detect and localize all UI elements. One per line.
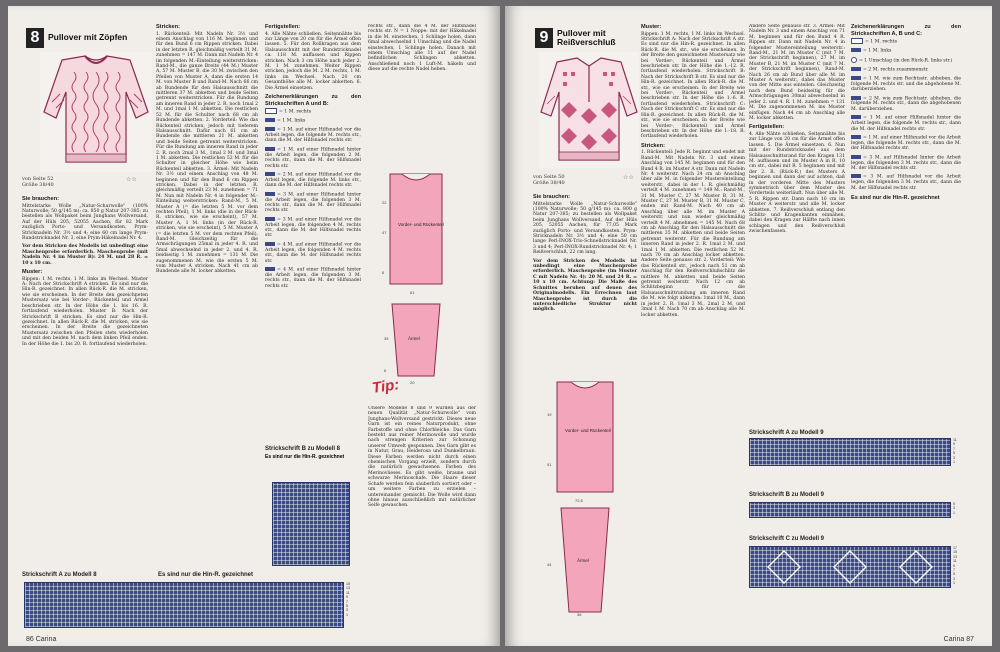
materials-heading: Sie brauchen:: [22, 196, 59, 202]
chart-b-note: Es sind nur die Hin-R. gezeichnet: [265, 454, 345, 460]
legend-item: = 1 M. links: [851, 48, 961, 54]
chart-a-row-numbers: 11 9 7 5 3 1: [953, 438, 957, 465]
chart-a-title: Strickschrift A zu Modell 8: [22, 572, 97, 578]
cable-symbol-icon: [265, 267, 275, 271]
legend-item: = 3 M. auf einer Hilfsnadel vor die Arbeit legen, die folgenden 4 M. rechts str., dann die M. der Hilfsnadel rechts str.: [265, 217, 361, 239]
bobble-text: rechts str., dann die 4 M. der Hilfsnadel rechts str. N = 1 Noppe: mit der Häkelnadel in die M. einstechen, 1 Schlinge holen, dann 6mal abwechselnd 1 Umschlag und die Nadel einstechen, 1 Schlinge holen. Danach mit einem Umschlag alle 11 auf der Nadel befindlichen Schlingen abketten. Anschließend noch 1 Luft-M. häkeln und diese auf die rechte Nadel heben.: [368, 24, 476, 73]
pattern-heading: Muster:: [22, 269, 43, 276]
chart-a-grid: [24, 582, 344, 628]
legend-item: = 1 M. links: [265, 118, 361, 124]
svg-text:61: 61: [410, 290, 415, 295]
cable-symbol-icon: [851, 155, 861, 159]
double-decrease-icon: [851, 96, 861, 100]
knit-heading: Stricken:: [156, 24, 180, 30]
legend-item: = 2 M. wie zum Rechtsstr. abheben, die folgende M. rechts str., dann die abgehobenen M. darüberziehen.: [851, 96, 961, 112]
right-col-3: [749, 24, 845, 424]
chart-a-title: Strickschrift A zu Modell 9: [749, 430, 824, 436]
legend-heading: Zeichenerklärungen zu den Strickschriften A, B und C:: [851, 24, 961, 37]
page-number-right: Carina 87: [943, 636, 974, 643]
chart-a-row-numbers: 15 13 11 9 7 5 3 1: [346, 582, 350, 617]
cable-symbol-icon: [265, 242, 275, 246]
knit-symbol-icon: [851, 38, 863, 44]
right-col-1: [533, 194, 637, 366]
legend-item: = 3 M. auf einer Hilfsnadel hinter die Arbeit legen, die folgenden 3 M. rechts str., dann die M. der Hilfsnadel rechts str.: [265, 192, 361, 214]
right-col-4: [851, 24, 961, 306]
chart-b-title: Strickschrift B zu Modell 8: [265, 446, 341, 452]
materials-text: Mittelstarke Wolle „Natur-Schurwolle" (100% Naturwolle; 50 g/145 m): ca. 850 g Natur 207-385; zu bestellen als Wollpaket beim Junghans Wollversand, Auf der Hüls 205, 52055 Aachen, für 82 Mark zuzüglich Porto- und Versandkosten, Prym-Stricknadeln Nr. 3½ und 4; eine 60 cm lange Prym-Rundstricknadel Nr. 3, eine Prym-Häkelnadel Nr. 4.: [22, 203, 148, 242]
svg-text:47: 47: [382, 230, 387, 235]
k2tog-icon: [851, 67, 861, 71]
page-number-left: 86 Carina: [26, 636, 57, 643]
finish-text: 4. Alle Nähte schließen, Seitennähte bis zur Länge von 20 cm für die Ärmel offen lassen. 5. Für den Rollkragen aus dem Halsausschnitt mit der Rundstricknadel ca. 118 M. auffassen und Rippen stricken. Nach 3 cm Höhe nach jeder 2. M. 1 M. zunehmen. Weiter Rippen stricken, jedoch die M. 2 M. rechts, 1 M. links im Wechsel. Nach 20 cm Gesamthöhe alle M. locker abketten. 6. Die Ärmel einsetzen.: [265, 31, 361, 91]
cable-symbol-icon: [851, 115, 861, 119]
chart-c-motifs: [750, 547, 950, 587]
legend-item: = 2 M. auf einer Hilfsnadel vor die Arbeit legen, die folgende M. links str., dann die M. der Hilfsnadel rechts str.: [265, 172, 361, 189]
finish-heading: Fertigstellen:: [749, 124, 785, 131]
model-title: Pullover mit Reißverschluß: [557, 27, 616, 47]
legend-heading: Zeichenerklärungen zu den Strickschriften A und B:: [265, 94, 361, 107]
right-garment-schematic: [537, 376, 637, 616]
legend-note: Es sind nur die Hin-R. gezeichnet: [851, 195, 940, 202]
pattern-text: Rippen: 1 M. rechts, 1 M. links im Wechsel. Muster A: Nach der Strickschrift A stricken. Es sind nur die Hin-R. gezeichnet. In allen Rück-R. die M. stricken, wie sie erscheinen. In der Breite den gezeichneten Mustersatz wie bei Vorder-, Rückenteil und Ärmel beschrieben str. In der Höhe die 1. bis 16. R. fortlaufend wiederholen. Muster B: Nach der Strickschrift B stricken. Es sind nur die Hin-R. gezeichnet. In allen Rück-R. die M. stricken, wie sie erscheinen. In der Breite die gezeichneten Mustersatz zwischen den Pfeilen stets wiederholen und mit den beiden M. nach dem linken Pfeil enden. In der Höhe die 1. bis 20. R. fortlaufend wiederholen.: [22, 276, 148, 347]
svg-text:22: 22: [382, 200, 387, 205]
legend-item: = 1 M. auf einer Hilfsnadel hinter die Arbeit legen, die folgende M. rechts str., dann die M. der Hilfsnadel rechts str.: [851, 115, 961, 132]
sample-text: Vor dem Stricken des Modells ist unbedingt eine Maschenprobe erforderlich. Maschenprobe (mit Nadeln Nr. 4 im Muster B): 24 M. und 28 R. = 10 x 10 cm.: [22, 244, 148, 266]
model-title: Pullover mit Zöpfen: [48, 32, 128, 43]
sweater-drawing: [40, 52, 152, 172]
cable-symbol-icon: [851, 135, 861, 139]
chart-c-row-numbers: 17 15 13 11 9 7 5 3 1: [953, 546, 957, 586]
legend-item: = 1 M. rechts: [851, 38, 961, 45]
chart-b-grid: [272, 482, 350, 566]
legend-item: = 3 M. auf Hilfsnadel hinter die Arbeit legen, die folgenden 3 M. rechts str., dann die M. der Hilfsnadel rechts str.: [851, 155, 961, 171]
chart-c-title: Strickschrift C zu Modell 9: [749, 536, 825, 542]
cable-symbol-icon: [265, 147, 275, 151]
sample-text: Vor dem Stricken des Modells ist unbedingt eine Maschenprobe erforderlich. Maschenprobe (im Muster C mit Nadeln Nr. 4): 20 M. und 24 R. = 10 x 10 cm. Achtung: Die Maße des Schnittes beruhen auf denen des Originalmodells. Ein Errechnen laut Maschenprobe ist durch die unterschiedliche Struktur nicht möglich.: [533, 258, 637, 313]
model-number: 9: [535, 28, 553, 48]
legend-item: = 1 M. auf einer Hilfsnadel hinter die Arbeit legen, die folgenden 2 M. rechts str., dann die M. der Hilfsnadel rechts str.: [265, 147, 361, 169]
pattern-text: Rippen: 1 M. rechts, 1 M. links im Wechsel. Strickschrift A: Nach der Strickschrift A str. Es sind nur die Hin-R. gezeichnet. In allen Rück-R. die M. str., wie sie erscheinen. In der Breite den gezeichneten Mustersatz wie bei Vorder-, Rückenteil und Ärmel beschrieben str. In der Höhe die 1.-12. R. fortlaufend wiederholen. Strickschrift B: Nach der Strickschrift B str. Es sind nur die Hin-R. gezeichnet. In allen Rück-R. die M. str., wie sie erscheinen. In der Breite wie bei Vorder-, Rückenteil und Ärmel beschrieben str. In der Höhe die 1.-6. R. fortlaufend wiederholen. Strickschrift C: Nach der Strickschrift C str. Es sind nur die Hin-R. gezeichnet. In allen Rück-R. die M. str., wie sie erscheinen. In der Breite wie bei Vorder-, Rückenteil und Ärmel beschrieben str. In der Höhe die 1.-18. R. fortlaufend wiederholen.: [641, 31, 745, 140]
left-col-3: [265, 24, 361, 454]
difficulty-stars: ☆☆: [126, 176, 137, 183]
materials-heading: Sie brauchen:: [533, 194, 570, 200]
left-col-1: [22, 196, 148, 568]
chart-b-title: Strickschrift B zu Modell 9: [749, 492, 825, 498]
schematic-label: Vorder- und Rückenteil: [565, 428, 611, 433]
chart-a-grid: [749, 438, 951, 466]
materials-text: Mittelstarke Wolle „Natur-Schurwolle" (100% Naturwolle; 50 g/145 m): ca. 800 g Natur 207-385; zu bestellen als Wollpaket beim Junghans Wollversand, Auf der Hüls 205, 52055 Aachen, für 77,05 Mark zuzüglich Porto- und Versandkosten. Prym-Stricknadeln Nr. 3½ und 4; eine 50 cm lange Perl-INOX-Trio-Schnellstricknadel Nr. 3 und 4; Perl-INOX-Rundstricknadel Nr. 4; 1 Reißverschluß, 22 cm lang.: [533, 201, 637, 256]
model-caption: von Seite 50 Größe 38/40: [533, 174, 565, 186]
sweater-drawing: [539, 52, 639, 168]
left-col-2: [156, 24, 258, 568]
left-garment-schematic: [372, 164, 468, 386]
knit-heading: Stricken:: [641, 142, 665, 149]
model-number: 8: [26, 28, 44, 48]
sleeve-text: Andere Seite genauso str. 3. Ärmel: Mit Nadeln Nr. 3 und einem Anschlag von 71 M. beginnen und für den Bund 4 R. Rippen str. Dann mit Nadeln Nr. 4 in folgender Mustereinteilung weiterstr.: Rand-M., 21 M. im Muster C (mit 7 M. der Strickschrift beginnen), 27 M. im Muster B, 21 M. im Muster C (mit 7 M. der Strickschrift beginnen), Rand-M. Nach 26 cm ab Bund über alle M. im Muster A weiterstr., dabei das Muster von der Mitte aus einteilen. Gleichzeitig nach dem Bund beidseitig für die Armschrägungen 30mal abwechselnd in jeder 2. und 4. R. 1 M. zunehmen = 131 M. Die zugenommenen M. ins Muster einfügen. Nach 44 cm ab Anschlag alle M. locker abketten.: [749, 24, 845, 121]
svg-text:19: 19: [547, 412, 552, 417]
knit-text: 1. Rückenteil: Jede R. beginnt und endet mit Rand-M. Mit Nadeln Nr. 3 und einem Anschlag von 145 M. beginnen und für den Bund 4 R. im Muster A str. Dann mit Nadeln Nr. 4 weiterstr. Nach 24 cm ab Anschlag über alle M. in folgender Mustereinteilung weiterstr., dabei in der 1. R. gleichmäßig verteilt 4 M. zunehmen = 149 M.: Rand-M., 31 M. Muster C, 27 M. Muster B, 31 M. Muster C, 27 M. Muster B, 31 M. Muster C, enden mit Rand-M. Nach 40 cm ab Anschlag über alle M. im Muster A weiterstr. und nun wieder gleichmäßig verteilt 4 M. abnehmen = 145 M. Nach 68 cm ab Anschlag für den Halsausschnitt die mittleren 35 M. abketten und beide Seiten getrennt weiterstr. Für die Rundung am inneren Rand in jeder 2. R. 1mal 2 M. und 1mal 1 M. abketten. Die restlichen 52 M. nach 70 cm ab Anschlag locker abketten. Andere Seite genauso str. 2. Vorderteil: Wie das Rückenteil str., jedoch nach 51 cm ab Anschlag für den Reißverschlußschlitz die mittlere M. abketten und beide Seiten getrennt weiterstr. Nach 12 cm ab Schlitzbeginn für die Halsausschnittrundung am inneren Rand die M. wie folgt abketten: 1mal 10 M., dann in jeder 2. R. 1mal 3 M., 2mal 2 M. und 3mal 1 M. Nach 70 cm ab Anschlag alle M. locker abketten.: [641, 150, 745, 318]
knit-symbol-icon: [265, 108, 277, 114]
tip-label: Tip:: [370, 376, 401, 397]
legend-item: = 1 M. auf einer Hilfsnadel vor die Arbeit legen, die folgende M. rechts str., dann die M. der Hilfsnadel rechts str.: [265, 127, 361, 144]
schematic-label: Vorder- und Rückenteil: [398, 222, 444, 227]
legend-item: = 1 Umschlag (in den Rück-R. links str.): [851, 57, 961, 64]
right-page: [505, 6, 992, 646]
chart-b-row-numbers: 5 3 1: [953, 502, 955, 515]
chart-b-grid: [749, 502, 951, 518]
purl-symbol-icon: [265, 118, 275, 122]
cable-symbol-icon: [851, 174, 861, 178]
legend-item: = 1 M. wie zum Rechtsstr. abheben, die folgende M. rechts str. und die abgehobene M. darüberziehen.: [851, 76, 961, 93]
svg-text:35: 35: [384, 336, 389, 341]
svg-text:72,5: 72,5: [575, 498, 583, 503]
ssk-icon: [851, 76, 861, 80]
zip-sweater-illustration: [539, 52, 639, 168]
schematic-sleeve-label: Ärmel: [577, 558, 589, 563]
pattern-heading: Muster:: [641, 24, 662, 30]
schematic-sleeve-label: Ärmel: [408, 336, 420, 341]
cable-symbol-icon: [265, 192, 275, 196]
svg-text:36: 36: [577, 612, 582, 616]
svg-text:6: 6: [382, 270, 385, 275]
cable-symbol-icon: [265, 127, 275, 131]
legend-item: = 3 M. auf Hilfsnadel vor die Arbeit legen, die folgenden 3 M. rechts str., dann die M. der Hilfsnadel rechts str.: [851, 174, 961, 191]
finish-heading: Fertigstellen:: [265, 24, 301, 30]
difficulty-stars: ☆☆: [623, 174, 634, 181]
right-col-2: [641, 24, 745, 634]
tip-text: Unsere Modelle 8 und 9 wurden aus der neuen Qualität „Natur-Schurwolle" vom Junghans-Wollversand gestrickt: Dieses neue Garn ist ein reines Naturprodukt, ohne Farbstoffe und ohne Chlorbleiche. Das Garn besteht aus reiner Merinowolle und wurde nach strengen Kriterien zur Schonung unserer Umwelt gesponnen. Des Garn gibt es in Natur, Grau, Heiderosa und Dunkelbraun. Diese Farben werden nicht durch einen chemischen Vorgang erzielt, sondern durch die natürlich gewachsenen Farben des Merinovlieses. Es gibt weiße, braune und schwarze Merinoschafe. Die Haare dieser Schafe werden fein säuberlich sortiert oder – um weitere Farben zu erzielen – untereinander gemischt. Die Wolle wird dann ohne hinaus ausschließlich mit natürlicher Seife gewaschen.: [368, 406, 476, 509]
svg-text:6: 6: [384, 368, 387, 373]
finish-text: 4. Alle Nähte schließen, Seitennähte bis zur Länge von 20 cm für die Ärmel offen lassen. 5. Die Ärmel einsetzen. 6. Nun mit der Rundstricknadel aus dem Halsausschnittsrand für den Kragen 131 M. auffassen und im Muster A in R. 10 cm str., dabei mit R. 5 beginnen und mit der 2. R. (Rück-R.) des Musters A beginnen und dann der auf achten, daß in der vorderen Mitte des Musters symmetrisch über dem Muster des Vorderteils weiterläuft. Nun über alle M. 5 R. Rippen str. Dann nach 10 cm im Muster A weiterstr. und alle M. locker abketten. 7. Reißverschluß entlang den Schlitz- und Kragenkanten einnähen, dabei den Kragen zur Hälfte nach innen schlagen und den Reißverschluß zwischenfassen.: [749, 131, 845, 235]
svg-text:44: 44: [547, 562, 552, 567]
cable-sweater-illustration: [40, 52, 152, 172]
svg-text:51: 51: [547, 462, 552, 467]
yarn-over-icon: [851, 57, 857, 63]
knit-text: 1. Rückenteil: Mit Nadeln Nr. 3½ und einem Anschlag von 116 M. beginnen und für den Bund 6 cm Rippen stricken. Dabei in der letzten R. gleichmäßig verteilt 31 M. zunehmen = 147 M. Dann mit Nadeln Nr. 4 im folgenden M.-Einteilung weiterstricken: Rand-M., die ganze Breite (44 M.) Muster A, 57 M. Muster B, die 30 M. zwischen den Pfeilen von Muster A, dann die ersten 14 M. von Muster B und Rand-M. Nach 66 cm ab Bundende für den Halsausschnitt die mittleren 37 M. abketten und beide Seiten getrennt weiterstricken. Für die Rundung am inneren Rand in jeder 2. R. noch 1mal 2 M. und 1mal 1 M. abketten. Die restlichen 52 M. für die Schulter nach 68 cm ab Bundende abketten. 2. Vorderteil: Wie das Rückenteil stricken, jedoch mit tieferem Halsausschnitt. Dafür nach 61 cm ab Bundende die mittleren 21 M. abketten und beide Seiten getrennt weiterstricken. Für die Rundung am inneren Rand in jeder 2. R. noch 2mal 3 M., 1mal 2 M. und 3mal 1 M. abketten. Die restlichen 52 M. für die Schulter in gleicher Höhe wie beim Rückenteil abketten. 3. Ärmel: Mit Nadeln Nr. 3½ und einem Anschlag von 48 M. beginnen und für den Bund 6 cm Rippen stricken. Dabei in der letzten R. gleichmäßig verteilt 23 M. zunehmen = 71 M. Nun mit Nadeln Nr. 4 in folgender M.-Einteilung weiterstricken: Rand-M., 5 M. Muster A (= die letzten 5 M. vor dem rechten Pfeil), 1 M. links (die in der Rück-R. stricken, wie sie erscheint), 57 M. Muster A, 1 M. links (in der Rück-R. stricken, wie sie erscheint), 5 M. Muster A (= die letzten 5 M. vor dem rechten Pfeil), Rand-M. Gleichzeitig für die Armschrägungen 25mal in jeder 4. R. und 5mal abwechselnd in jeder 2. und 4. R. beidseitig 1 M. zunehmen = 131 M. Die zugenommenen M. wie die ersten 5 M. vom Muster A stricken. Nach 41 cm ab Bundende alle M. locker abketten.: [156, 31, 258, 275]
model-caption: von Seite 52 Größe 38/40: [22, 176, 54, 188]
svg-text:20: 20: [410, 380, 415, 385]
legend-item: = 1 M. auf einer Hilfsnadel vor die Arbeit legen, die folgende M. rechts str., dann die M. der Hilfsnadel rechts str.: [851, 135, 961, 152]
legend-item: = 1 M. rechts: [265, 108, 361, 115]
cable-symbol-icon: [265, 172, 275, 176]
chart-a-note: Es sind nur die Hin-R. gezeichnet: [158, 572, 254, 578]
model-9-title: [535, 28, 635, 48]
cable-symbol-icon: [265, 217, 275, 221]
left-page: [8, 6, 500, 646]
chart-c-grid: [749, 546, 951, 588]
legend-item: = 4 M. auf einer Hilfsnadel vor die Arbeit legen, die folgenden 4 M. rechts str., dann die M. der Hilfsnadel rechts str.: [265, 242, 361, 264]
legend-item: = 4 M. auf einer Hilfsnadel hinter die Arbeit legen, die folgenden 3 M. rechts str., dann die M. der Hilfsnadel rechts str.: [265, 267, 361, 289]
purl-symbol-icon: [851, 48, 861, 52]
left-col-4: [368, 24, 476, 156]
model-8-title: [26, 28, 127, 48]
legend-item: = 2 M. rechts zusammenstr.: [851, 67, 961, 73]
